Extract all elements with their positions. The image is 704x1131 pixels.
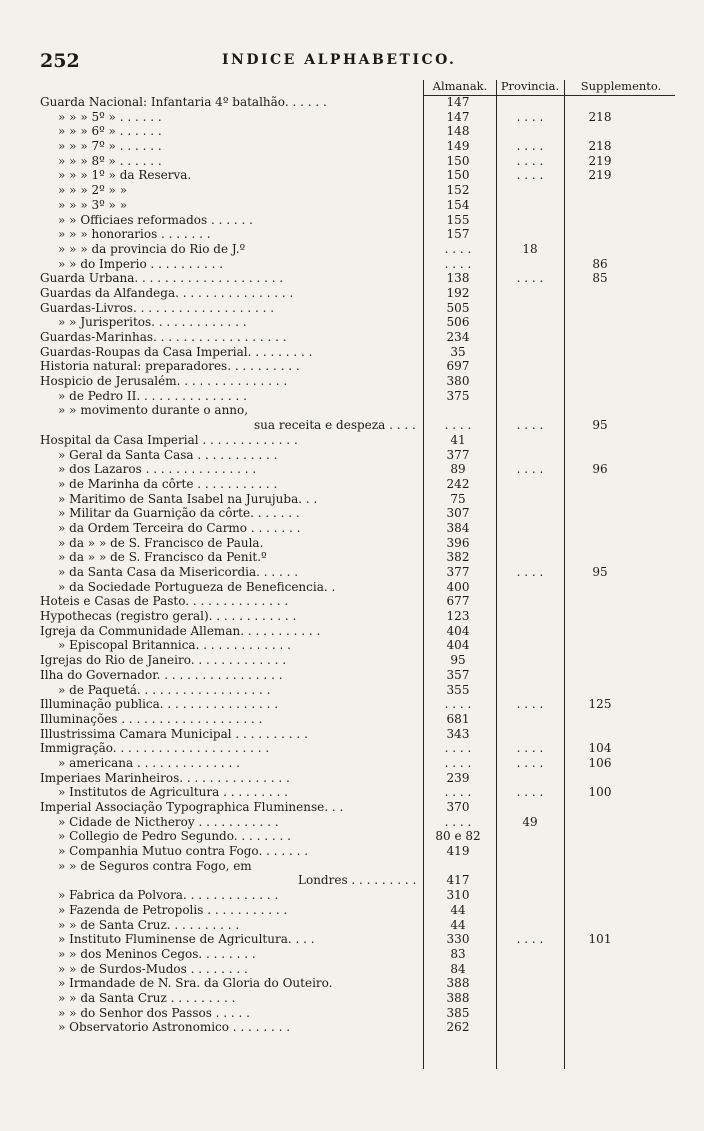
index-entry-row [0,638,704,653]
entry-almanak-page: 343 [446,726,470,741]
entry-label: » Collegio de Pedro Segundo. . . . . . . . [58,829,291,844]
entry-almanak-page: 506 [446,315,470,330]
index-entry-row [0,462,704,477]
entry-label: Imperial Associação Typographica Fluminense. . . [40,800,344,815]
index-entry-row [0,168,704,183]
entry-almanak-page: 147 [446,109,470,124]
entry-label: » de Pedro II. . . . . . . . . . . . . . . [58,388,247,403]
index-entry-row [0,301,704,316]
entry-almanak-page: 41 [450,432,466,447]
entry-supplemento-page: 95 [592,565,608,580]
entry-label: » » » honorarios . . . . . . . [58,227,211,242]
entry-almanak-page: 239 [446,770,470,785]
index-entry-row [0,594,704,609]
index-entry-row [0,139,704,154]
index-entry-row [0,1020,704,1035]
entry-label: Ilha do Governador. . . . . . . . . . . . . . . . . [40,667,283,682]
entry-label: » » » 2º » » [58,183,128,198]
index-entry-row [0,154,704,169]
index-entry-row [0,903,704,918]
entry-supplemento-page: 101 [588,932,612,947]
entry-almanak-page: 75 [450,491,466,506]
entry-label: » » Officiaes reformados . . . . . . [58,212,253,227]
entry-label: » » do Senhor dos Passos . . . . . [58,1005,250,1020]
entry-label: » » » 5º » . . . . . . [58,109,162,124]
entry-label-continuation: sua receita e despeza . . . . [254,418,416,433]
entry-label: » Cidade de Nictheroy . . . . . . . . . . . [58,814,279,829]
entry-almanak-page: 370 [446,800,470,815]
entry-provincia-page: . . . . [516,565,544,580]
entry-supplemento-page: 106 [588,755,612,770]
entry-label: Hospicio de Jerusalém. . . . . . . . . . . . . . . [40,374,288,389]
entry-label: Hypothecas (registro geral). . . . . . . . . . . . [40,609,297,624]
entry-almanak-page: 400 [446,579,470,594]
entry-label: » da » » de S. Francisco da Penit.º [58,550,267,565]
entry-almanak-page: 234 [446,330,470,344]
index-entry-row [0,403,704,432]
index-entry-row [0,521,704,536]
column-header-provincia: Provincia. [500,79,560,93]
entry-almanak-page: 155 [446,212,470,227]
entry-supplemento-page: 219 [588,168,612,183]
column-header-supplemento: Supplemento. [580,79,662,93]
entry-almanak-page: 242 [446,476,470,491]
entry-label: » Institutos de Agricultura . . . . . . . . . [58,785,288,800]
entry-supplemento-page: 104 [588,741,612,756]
entry-supplemento-page: 95 [592,418,608,433]
entry-supplemento-page: 218 [588,109,612,124]
index-entry-row [0,653,704,668]
index-entry-row [0,492,704,507]
entry-label: » » » 8º » . . . . . . [58,153,162,168]
entry-almanak-page: 377 [446,447,470,462]
entry-label: Illustrissima Camara Municipal . . . . . . . . . . [40,726,308,741]
index-entry-row [0,785,704,800]
index-entry-row [0,829,704,844]
entry-provincia-page: . . . . [516,462,544,477]
page-number: 252 [40,50,80,72]
entry-almanak-page: 375 [446,388,470,403]
index-entry-row [0,859,704,888]
entry-label: » » de Surdos-Mudos . . . . . . . . [58,961,248,976]
index-entry-row [0,991,704,1006]
entry-label: » » » da provincia do Rio de J.º [58,241,246,256]
entry-almanak-page: 150 [446,153,470,168]
entry-label: » » da Santa Cruz . . . . . . . . . [58,990,236,1005]
entry-almanak-page: 147 [446,95,470,109]
entry-supplemento-page: 86 [592,256,608,271]
entry-almanak-page: 80 e 82 [435,829,481,844]
entry-almanak-page: 150 [446,168,470,183]
entry-label: » dos Lazaros . . . . . . . . . . . . . . . [58,462,257,477]
index-entry-row [0,932,704,947]
entry-almanak-page: 377 [446,565,470,580]
index-entry-row [0,242,704,257]
entry-almanak-page: 380 [446,374,470,389]
entry-label: » Geral da Santa Casa . . . . . . . . . . . [58,447,278,462]
index-entry-row [0,727,704,742]
entry-provincia-page: . . . . [516,168,544,183]
entry-label: » » » 3º » » [58,197,128,212]
index-entry-row [0,477,704,492]
index-entry-row [0,95,704,110]
index-entry-row [0,448,704,463]
index-entry-row [0,580,704,595]
entry-almanak-page: 307 [446,506,470,521]
entry-almanak-page: . . . . [444,418,472,433]
entry-label: » Maritimo de Santa Isabel na Jurujuba. . . [58,491,318,506]
index-entry-row [0,374,704,389]
entry-almanak-page: 677 [446,594,470,609]
entry-almanak-page: 192 [446,285,470,300]
entry-label: Guarda Urbana. . . . . . . . . . . . . . . . . . . . [40,271,284,286]
entry-almanak-page: 157 [446,227,470,242]
entry-almanak-page: 123 [446,609,470,624]
entry-label: Historia natural: preparadores. . . . . . . . . . [40,359,300,374]
index-entry-row [0,315,704,330]
index-entry-row [0,213,704,228]
entry-label: Guardas-Marinhas. . . . . . . . . . . . . . . . . . [40,330,287,344]
index-entry-row [0,257,704,272]
entry-almanak-page: 396 [446,535,470,550]
entry-almanak-page: 384 [446,520,470,535]
entry-label: » » » 6º » . . . . . . [58,124,162,139]
index-entry-row [0,800,704,815]
entry-almanak-page: 505 [446,300,470,315]
entry-label: » » de Santa Cruz. . . . . . . . . . [58,917,240,932]
entry-label: » da » » de S. Francisco de Paula. [58,535,264,550]
entry-almanak-page: . . . . [444,814,472,829]
index-entry-row [0,697,704,712]
entry-supplemento-page: 125 [588,697,612,712]
index-entry-row [0,271,704,286]
entry-label: Illuminações . . . . . . . . . . . . . . . . . . . [40,711,263,726]
index-entry-row [0,124,704,139]
index-entries [0,95,704,1035]
entry-almanak-page: . . . . [444,256,472,271]
entry-supplemento-page: 85 [592,271,608,286]
entry-label: Igreja da Communidade Alleman. . . . . . . . . . . [40,623,321,638]
entry-label: » Companhia Mutuo contra Fogo. . . . . . . [58,844,309,859]
index-entry-row [0,433,704,448]
entry-almanak-page: 417 [446,873,470,888]
index-entry-row [0,330,704,345]
entry-supplemento-page: 96 [592,462,608,477]
index-entry-row [0,815,704,830]
index-entry-row [0,550,704,565]
entry-label: » » do Imperio . . . . . . . . . . [58,256,224,271]
entry-almanak-page: 388 [446,990,470,1005]
index-entry-row [0,565,704,580]
index-entry-row [0,536,704,551]
entry-almanak-page: 83 [450,946,466,961]
entry-provincia-page: . . . . [516,139,544,154]
entry-label: Hospital da Casa Imperial . . . . . . . . . . . . . [40,432,298,447]
entry-provincia-page: . . . . [516,785,544,800]
entry-almanak-page: 404 [446,638,470,653]
entry-label: » Instituto Fluminense de Agricultura. . . . [58,932,315,947]
entry-label: » » » 7º » . . . . . . [58,139,162,154]
entry-label: » Fabrica da Polvora. . . . . . . . . . . . . [58,888,279,903]
entry-label: » da Sociedade Portugueza de Beneficencia. . [58,579,336,594]
entry-supplemento-page: 219 [588,153,612,168]
index-entry-row [0,110,704,125]
entry-almanak-page: 357 [446,667,470,682]
entry-provincia-page: . . . . [516,153,544,168]
entry-almanak-page: 149 [446,139,470,154]
entry-label: Hoteis e Casas de Pasto. . . . . . . . . . . . . . [40,594,289,609]
entry-label: » Militar da Guarnição da côrte. . . . . . . [58,506,300,521]
entry-provincia-page: . . . . [516,741,544,756]
entry-label: » Irmandade de N. Sra. da Gloria do Outeiro. [58,976,333,991]
entry-label: Guarda Nacional: Infantaria 4º batalhão. . . . . . [40,95,327,109]
entry-supplemento-page: 218 [588,139,612,154]
entry-almanak-page: 44 [450,902,466,917]
entry-almanak-page: 138 [446,271,470,286]
entry-provincia-page: . . . . [516,932,544,947]
index-entry-row [0,741,704,756]
index-entry-row [0,624,704,639]
entry-label: » da Ordem Terceira do Carmo . . . . . . . [58,520,301,535]
entry-almanak-page: 89 [450,462,466,477]
entry-almanak-page: 44 [450,917,466,932]
entry-provincia-page: . . . . [516,697,544,712]
entry-almanak-page: 35 [450,344,466,359]
index-entry-row [0,183,704,198]
entry-label-continuation: Londres . . . . . . . . . [298,873,417,888]
index-entry-row [0,668,704,683]
entry-label: » da Santa Casa da Misericordia. . . . . . [58,565,299,580]
entry-almanak-page: 385 [446,1005,470,1020]
index-entry-row [0,947,704,962]
entry-almanak-page: 262 [446,1020,470,1035]
entry-label: Guardas da Alfandega. . . . . . . . . . . . . . . . [40,285,294,300]
index-entry-row [0,345,704,360]
index-entry-row [0,227,704,242]
entry-label: Guardas-Roupas da Casa Imperial. . . . . . . . . [40,344,313,359]
index-entry-row [0,389,704,404]
entry-almanak-page: 681 [446,711,470,726]
entry-almanak-page: 355 [446,682,470,697]
entry-provincia-page: . . . . [516,271,544,286]
index-entry-row [0,609,704,624]
index-entry-row [0,286,704,301]
entry-label: » americana . . . . . . . . . . . . . . [58,755,240,770]
entry-almanak-page: 148 [446,124,470,139]
index-entry-row [0,359,704,374]
entry-almanak-page: 310 [446,888,470,903]
index-entry-row [0,771,704,786]
entry-almanak-page: 697 [446,359,470,374]
entry-almanak-page: 152 [446,183,470,198]
entry-almanak-page: . . . . [444,755,472,770]
entry-label: Igrejas do Rio de Janeiro. . . . . . . . . . . . . [40,653,287,668]
entry-label: » Fazenda de Petropolis . . . . . . . . . . . [58,902,288,917]
index-entry-row [0,683,704,698]
entry-almanak-page: 154 [446,197,470,212]
entry-almanak-page: 84 [450,961,466,976]
entry-almanak-page: 382 [446,550,470,565]
entry-provincia-page: 18 [522,241,538,256]
index-entry-row [0,1006,704,1021]
column-header-almanak: Almanak. [432,79,488,93]
entry-label: » » de Seguros contra Fogo, em [58,858,252,873]
entry-label: » Observatorio Astronomico . . . . . . . . [58,1020,291,1035]
entry-label: » » dos Meninos Cegos. . . . . . . . [58,946,256,961]
entry-almanak-page: . . . . [444,785,472,800]
entry-supplemento-page: 100 [588,785,612,800]
index-entry-row [0,198,704,213]
entry-almanak-page: 388 [446,976,470,991]
index-entry-row [0,756,704,771]
entry-almanak-page: 95 [450,653,466,668]
entry-almanak-page: . . . . [444,697,472,712]
entry-almanak-page: 404 [446,623,470,638]
entry-label: » de Marinha da côrte . . . . . . . . . . . [58,476,278,491]
entry-provincia-page: . . . . [516,755,544,770]
entry-provincia-page: . . . . [516,109,544,124]
entry-label: » » movimento durante o anno, [58,403,249,418]
entry-label: » » » 1º » da Reserva. [58,168,192,183]
index-entry-row [0,506,704,521]
entry-provincia-page: 49 [522,814,538,829]
running-title: INDICE ALPHABETICO. [222,52,457,68]
entry-label: Imperiaes Marinheiros. . . . . . . . . . . . . . . [40,770,290,785]
entry-provincia-page: . . . . [516,418,544,433]
index-entry-row [0,712,704,727]
entry-almanak-page: . . . . [444,741,472,756]
entry-label: Illuminação publica. . . . . . . . . . . . . . . . [40,697,279,712]
entry-almanak-page: . . . . [444,241,472,256]
entry-label: » » Jurisperitos. . . . . . . . . . . . . [58,315,247,330]
index-entry-row [0,976,704,991]
entry-label: » de Paquetá. . . . . . . . . . . . . . . . . . [58,682,271,697]
entry-label: Guardas-Livros. . . . . . . . . . . . . . . . . . . [40,300,275,315]
index-entry-row [0,844,704,859]
entry-label: Immigração. . . . . . . . . . . . . . . . . . . . . [40,741,270,756]
index-entry-row [0,962,704,977]
index-entry-row [0,888,704,903]
entry-almanak-page: 330 [446,932,470,947]
entry-almanak-page: 419 [446,844,470,859]
entry-label: » Episcopal Britannica. . . . . . . . . . . . . [58,638,291,653]
index-entry-row [0,918,704,933]
